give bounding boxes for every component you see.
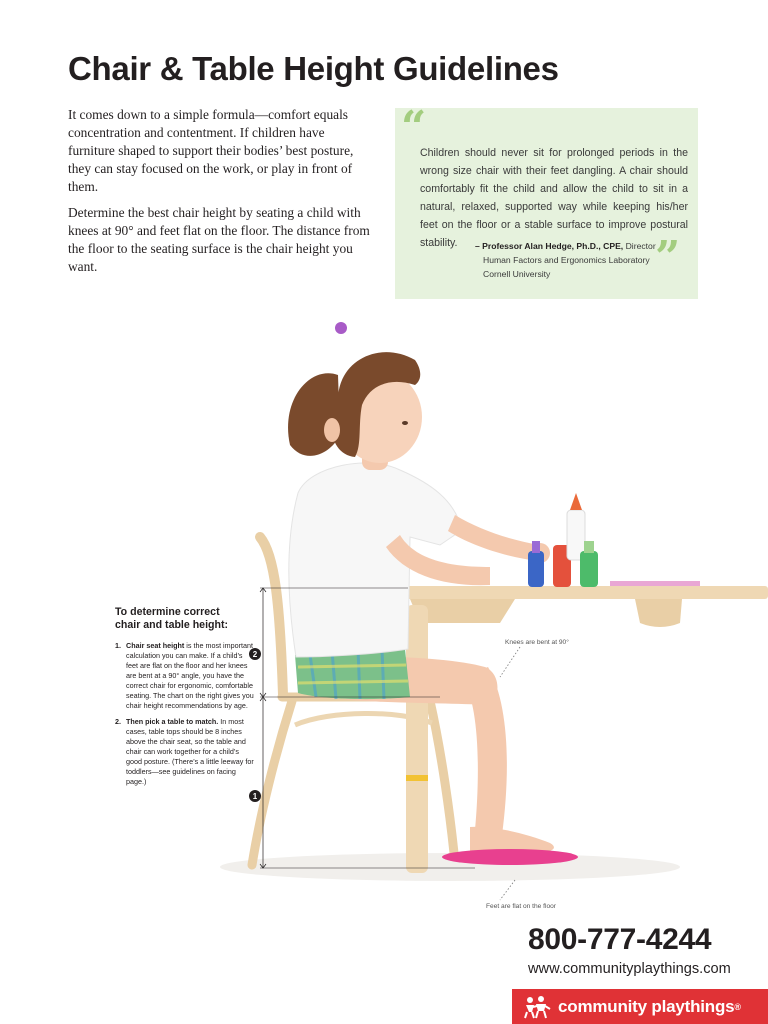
page-title: Chair & Table Height Guidelines: [68, 50, 559, 87]
quote-author: – Professor Alan Hedge, Ph.D., CPE,: [475, 241, 624, 251]
table-leg-band: [406, 775, 428, 781]
children-icon: [524, 995, 552, 1019]
feet-caption: Feet are flat on the floor: [486, 903, 557, 910]
table-bracket: [635, 599, 682, 627]
hair-tie: [335, 322, 347, 334]
feet-caption-leader: [500, 880, 515, 900]
step-2-number: 2.: [115, 717, 121, 726]
trademark-symbol: ®: [734, 1001, 741, 1012]
marker-two-label: 2: [252, 650, 258, 659]
child-shirt: [289, 463, 462, 657]
quote-attribution: [475, 239, 656, 281]
quote-org-line1: Human Factors and Ergonomics Laboratory: [483, 255, 650, 265]
glitter-bottle-green: [580, 551, 598, 587]
intro-paragraph-1: It comes down to a simple formula—comfort equals concentration and contentment. If children have furniture shaped to support their bodies’ best posture, they can stay focused on the work, or play in front of them.: [68, 107, 354, 194]
quote-org-line2: Cornell University: [483, 269, 551, 279]
intro-paragraph-2: Determine the best chair height by seating a child with knees at 90° and feet flat on the floor. The distance from the floor to the seating surface is the chair height you want.: [68, 205, 370, 274]
chair-leg-front: [430, 701, 454, 853]
table-top: [400, 586, 768, 599]
close-quote-mark: ”: [655, 232, 681, 283]
step-1-number: 1.: [115, 641, 121, 650]
glitter-bottle-blue: [528, 551, 544, 587]
table-leg: [406, 605, 428, 873]
chair-back: [260, 537, 283, 695]
quote-author-role: Director: [625, 241, 656, 251]
marker-one-label: 1: [252, 792, 258, 801]
knees-caption: Knees are bent at 90°: [505, 639, 569, 646]
howto-box: [115, 606, 255, 787]
phone-number: 800-777-4244: [528, 923, 712, 956]
art-papers: [610, 581, 700, 586]
howto-heading: To determine correct chair and table height:: [115, 606, 229, 631]
howto-step-1: [115, 641, 255, 711]
open-quote-mark: “: [401, 102, 427, 153]
child-ponytail: [288, 373, 340, 456]
quote-box: [395, 102, 698, 299]
brand-name: community playthings: [558, 996, 735, 1016]
knees-caption-leader: [500, 647, 520, 677]
step-1-text: is the most important calculation you can make. If a child’s feet are flat on the floor and her knees are bent at a 90° angle, you have the correct chair for ergonomic, comfortable seating. The chart on the right gives you chair height recommendations by age.: [126, 641, 254, 710]
flip-flop: [442, 849, 578, 865]
quote-text: Children should never sit for prolonged periods in the wrong size chair with their feet dangling. A chair should comfortably fit the child and allow the child to sit in a natural, relaxed, supported way while keeping his/her feet on the floor or a stable surface to improve postural stability.: [420, 147, 688, 249]
step-1-bold: Chair seat height: [126, 641, 185, 650]
howto-step-2: [115, 717, 255, 787]
intro-text: [68, 106, 374, 284]
chair-leg-back: [252, 701, 292, 865]
step-2-bold: Then pick a table to match.: [126, 717, 219, 726]
step-2-text: In most cases, table tops should be 8 inches above the chair seat, so the table and chair can work together for a child’s good posture. (There’s a little leeway for toddlers—see guidelines on facing page.): [126, 717, 254, 786]
child-forearm: [448, 515, 540, 561]
website-url: www.communityplaythings.com: [528, 961, 731, 977]
brand-logo-bar: [512, 989, 768, 1024]
